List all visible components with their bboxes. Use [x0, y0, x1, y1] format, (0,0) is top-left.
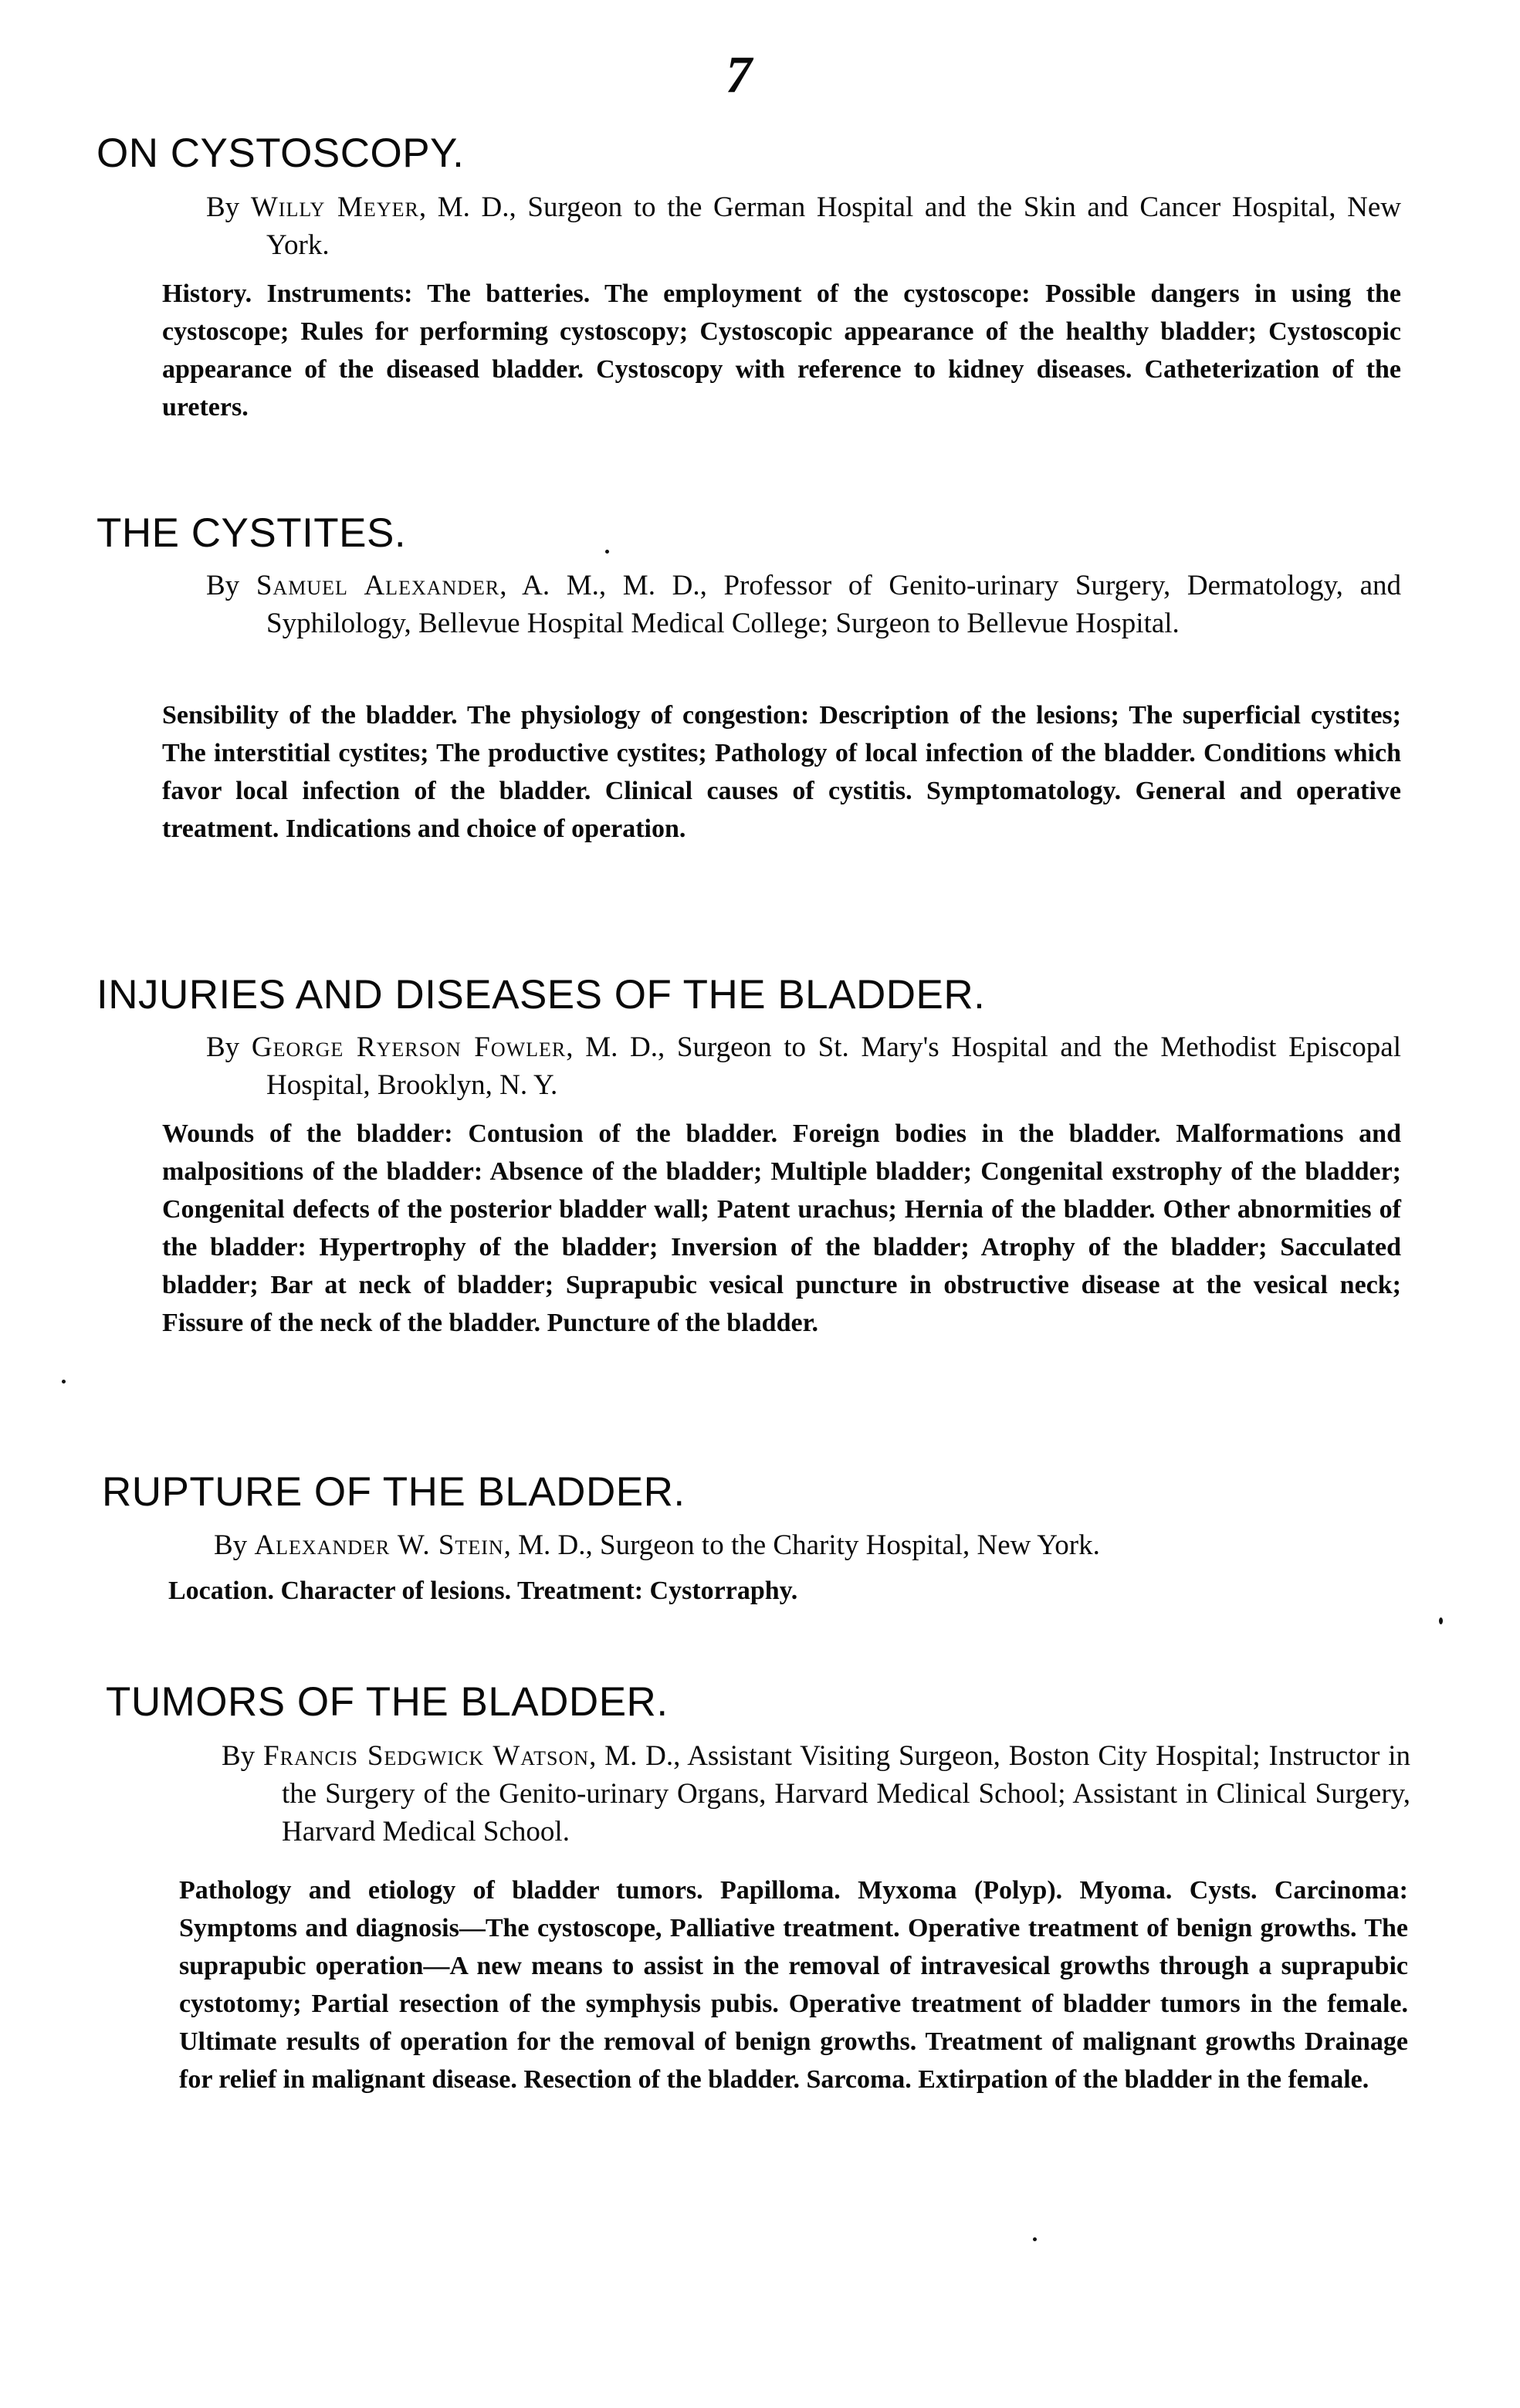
author-name: Samuel Alexander — [256, 570, 500, 601]
by-label: By — [206, 191, 240, 223]
summary-rupture: Location. Character of lesions. Treatment: Cystorraphy. — [168, 1577, 798, 1605]
summary-cystoscopy: History. Instruments: The batteries. The employment of the cystoscope: Possible dangers in using the cystoscope; Rules for performing cystoscopy; Cystoscopic appearance of the healthy bladder; Cystoscopic appearance of the diseased bladder. Cystoscopy with reference to kidney diseases. Catheterization of the ureters. — [162, 279, 1401, 422]
scan-speck — [1033, 2237, 1037, 2241]
author-name: Francis Sedgwick Watson — [263, 1740, 590, 1772]
author-affiliation: , M. D., Surgeon to St. Mary's Hospital and the Methodist Episcopal Hospital, Brooklyn, N. Y. — [266, 1031, 1401, 1101]
by-label: By — [214, 1529, 248, 1561]
author-affiliation: , M. D., Assistant Visiting Surgeon, Boston City Hospital; Instructor in the Surgery of the Genito-urinary Organs, Harvard Medical School; Assistant in Clinical Surgery, Harvard Medical School. — [282, 1740, 1410, 1847]
byline-injuries — [206, 1028, 1401, 1104]
byline-rupture — [214, 1526, 1409, 1564]
author-affiliation: , M. D., Surgeon to the Charity Hospital, New York. — [503, 1529, 1100, 1561]
section-title-rupture: RUPTURE OF THE BLADDER. — [102, 1469, 686, 1515]
scan-speck — [1439, 1617, 1443, 1624]
by-label: By — [206, 570, 240, 601]
summary-tumors: Pathology and etiology of bladder tumors. Papilloma. Myxoma (Polyp). Myoma. Cysts. Carcinoma: Symptoms and diagnosis—The cystoscope, Palliative treatment. Operative treatment of benign growths. The suprapubic operation—A new means to assist in the removal of intravesical growths through a suprapubic cystotomy; Partial resection of the symphysis pubis. Operative treatment of bladder tumors in the female. Ultimate results of operation for the removal of benign growths. Treatment of malignant growths Drainage for relief in malignant disease. Resection of the bladder. Sarcoma. Extirpation of the bladder in the female. — [179, 1876, 1408, 2094]
summary-cystites: Sensibility of the bladder. The physiology of congestion: Description of the lesions; The superficial cystites; The interstitial cystites; The productive cystites; Pathology of local infection of the bladder. Conditions which favor local infection of the bladder. Clinical causes of cystitis. Symptomatology. General and operative treatment. Indications and choice of operation. — [162, 701, 1401, 843]
page-number: 7 — [726, 45, 752, 103]
byline-tumors — [222, 1737, 1410, 1851]
author-affiliation: , M. D., Surgeon to the German Hospital and the Skin and Cancer Hospital, New York. — [266, 191, 1402, 261]
author-name: George Ryerson Fowler — [251, 1031, 567, 1063]
by-label: By — [206, 1031, 240, 1063]
section-title-injuries: INJURIES AND DISEASES OF THE BLADDER. — [96, 972, 986, 1018]
author-affiliation: , A. M., M. D., Professor of Genito-urinary Surgery, Dermatology, and Syphilology, Bellevue Hospital Medical College; Surgeon to Bellevue Hospital. — [266, 570, 1401, 639]
section-title-cystites: THE CYSTITES. — [96, 510, 407, 556]
scan-speck — [605, 550, 609, 554]
author-name: Willy Meyer — [250, 191, 419, 223]
by-label: By — [222, 1740, 256, 1772]
scan-speck — [62, 1380, 66, 1383]
byline-cystoscopy — [206, 188, 1402, 264]
summary-injuries: Wounds of the bladder: Contusion of the bladder. Foreign bodies in the bladder. Malformations and malpositions of the bladder: Absence of the bladder; Multiple bladder; Congenital exstrophy of the bladder; Congenital defects of the posterior bladder wall; Patent urachus; Hernia of the bladder. Other abnormities of the bladder: Hypertrophy of the bladder; Inversion of the bladder; Atrophy of the bladder; Sacculated bladder; Bar at neck of bladder; Suprapubic vesical puncture in obstructive disease at the vesical neck; Fissure of the neck of the bladder. Puncture of the bladder. — [162, 1119, 1401, 1337]
byline-cystites — [206, 567, 1401, 642]
section-title-cystoscopy: ON CYSTOSCOPY. — [96, 130, 465, 176]
author-name: Alexander W. Stein — [254, 1529, 504, 1561]
section-title-tumors: TUMORS OF THE BLADDER. — [106, 1679, 669, 1725]
